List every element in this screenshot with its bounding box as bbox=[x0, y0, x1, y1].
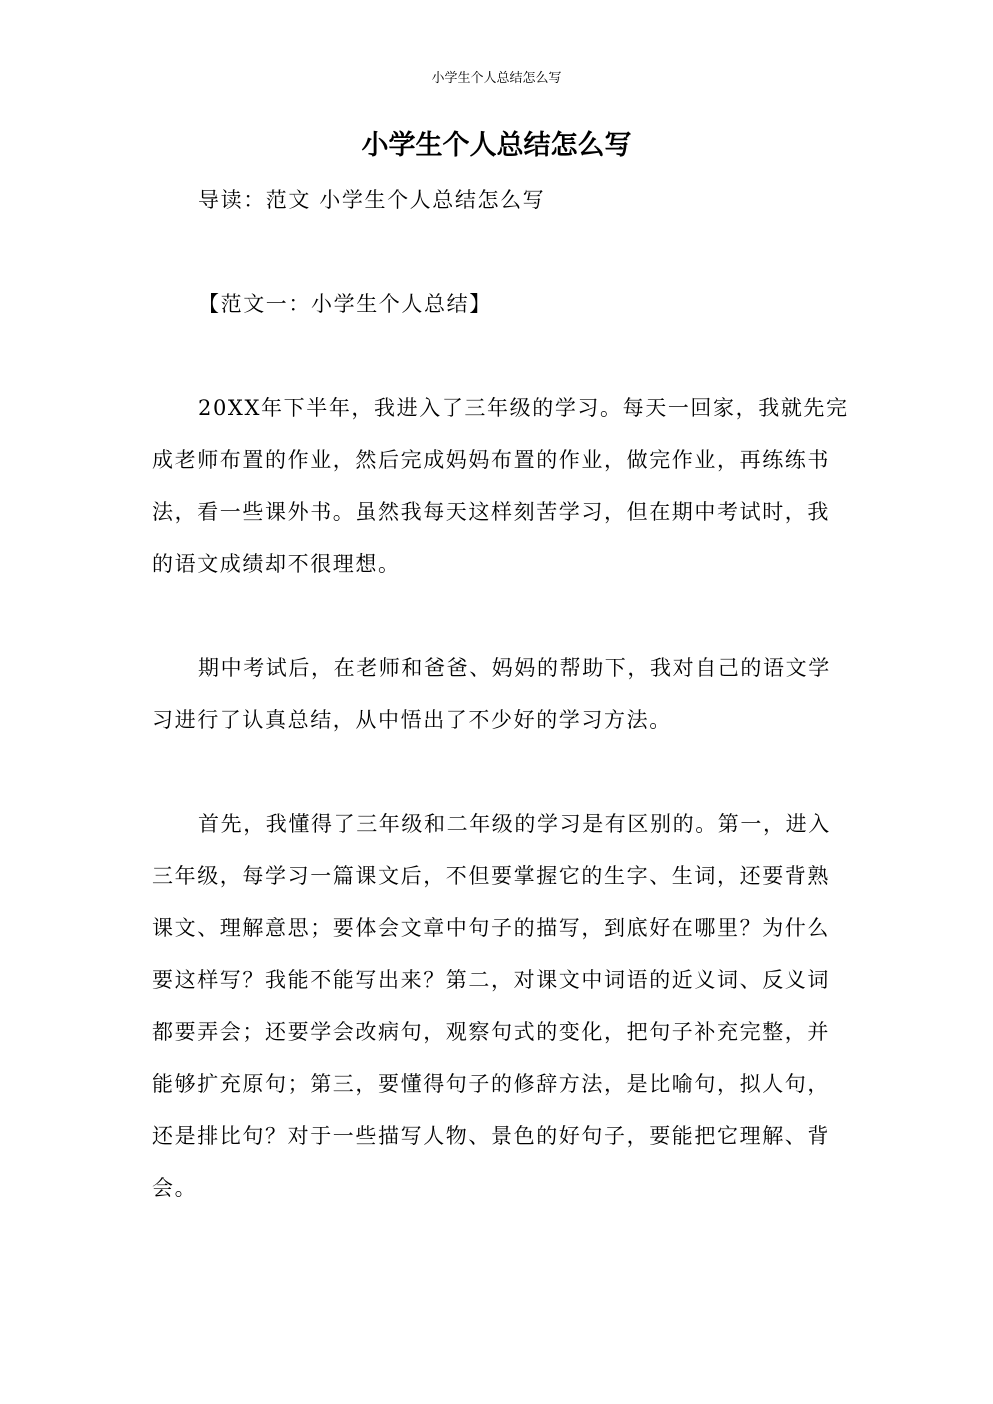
body-paragraph-3 bbox=[152, 798, 852, 1214]
paragraph-text: 20XX年下半年，我进入了三年级的学习。每天一回家，我就先完成老师布置的作业，然后完成妈妈布置的作业，做完作业，再练练书法，看一些课外书。虽然我每天这样刻苦学习，但在期中考试时，我的语文成绩却不很理想。 bbox=[152, 396, 849, 576]
lead-line: 导读：范文 小学生个人总结怎么写 bbox=[198, 188, 546, 212]
body-paragraph-1 bbox=[152, 382, 852, 590]
body-paragraph-2 bbox=[152, 642, 852, 746]
paragraph-text: 首先，我懂得了三年级和二年级的学习是有区别的。第一，进入三年级，每学习一篇课文后，不但要掌握它的生字、生词，还要背熟课文、理解意思；要体会文章中句子的描写，到底好在哪里？为什么要这样写？我能不能写出来？第二，对课文中词语的近义词、反义词都要弄会；还要学会改病句，观察句式的变化，把句子补充完整，并能够扩充原句；第三，要懂得句子的修辞方法，是比喻句，拟人句，还是排比句？对于一些描写人物、景色的好句子，要能把它理解、背会。 bbox=[152, 812, 831, 1200]
paragraph-text: 期中考试后，在老师和爸爸、妈妈的帮助下，我对自己的语文学习进行了认真总结，从中悟出了不少好的学习方法。 bbox=[152, 656, 831, 732]
running-header: 小学生个人总结怎么写 bbox=[431, 71, 562, 86]
section-heading: 【范文一：小学生个人总结】 bbox=[198, 292, 492, 316]
document-title: 小学生个人总结怎么写 bbox=[361, 130, 632, 161]
